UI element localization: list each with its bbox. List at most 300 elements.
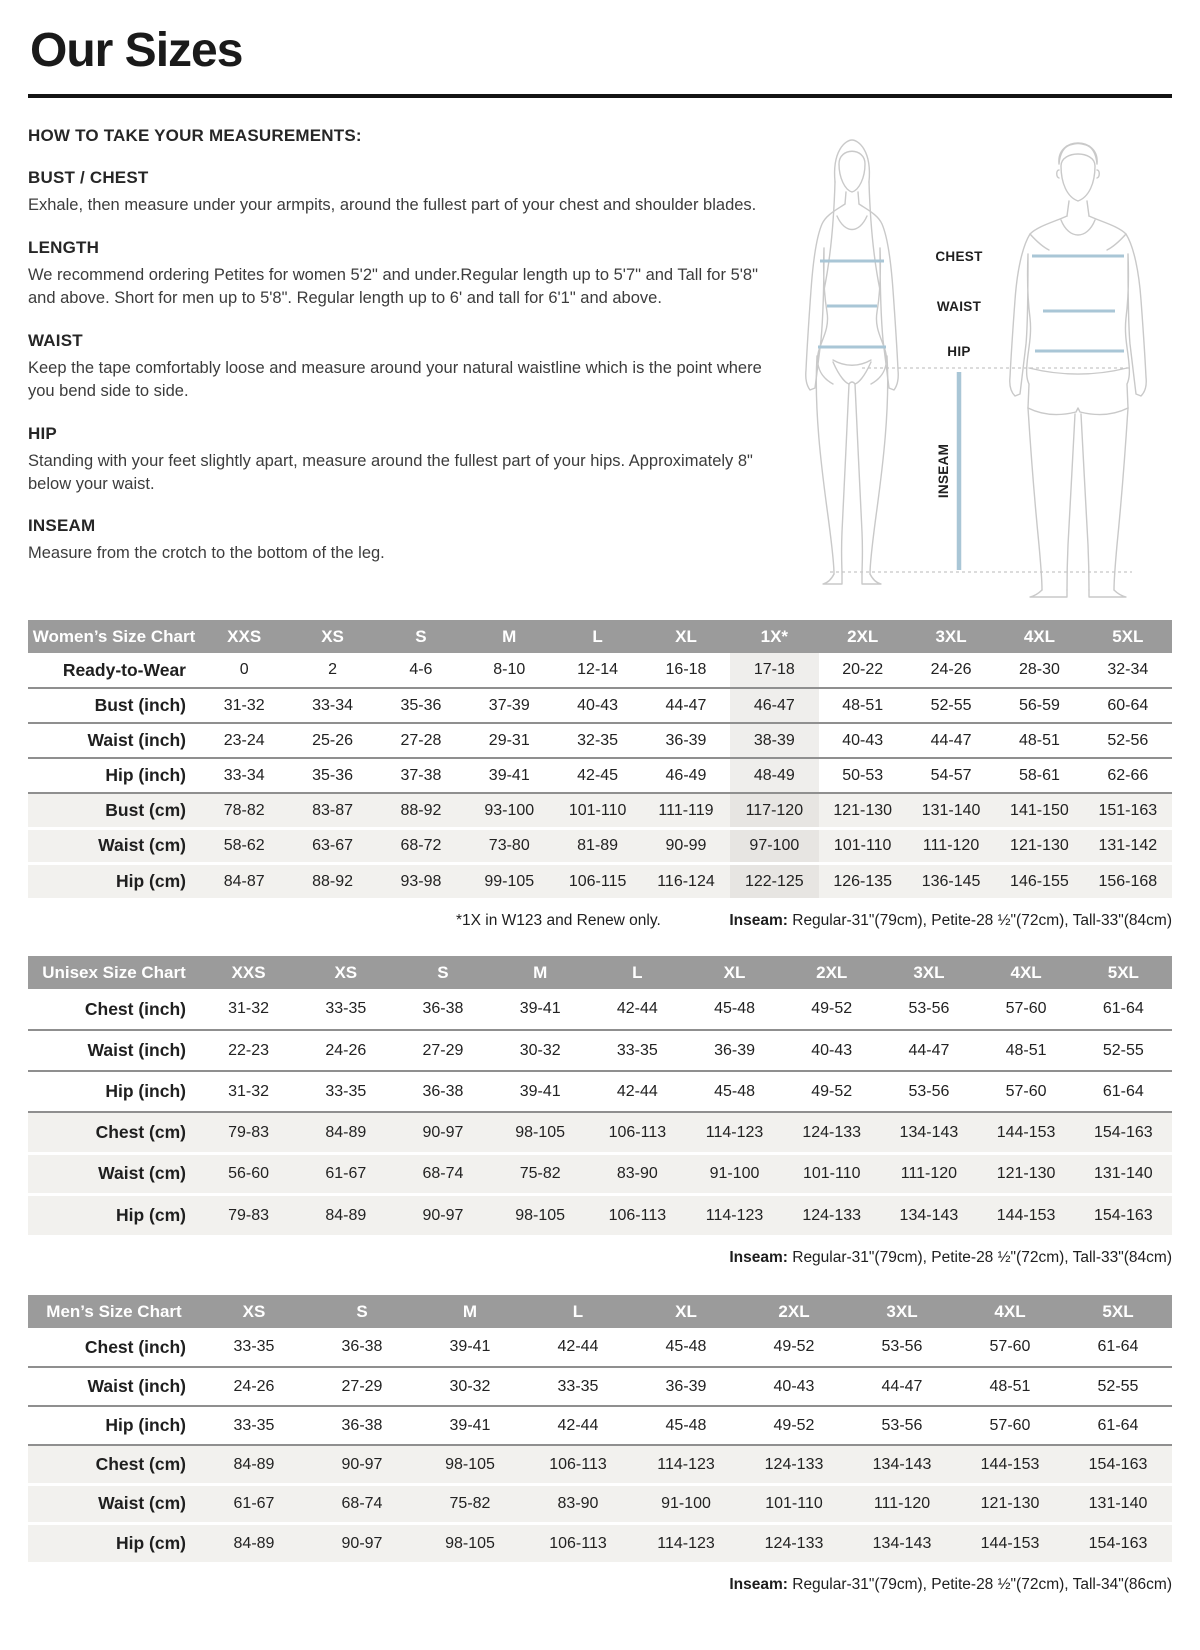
size-cell: 57-60 [989, 1416, 1031, 1434]
size-cell: 48-51 [842, 696, 884, 714]
size-cell: 134-143 [899, 1206, 959, 1224]
size-cell: 24-26 [930, 661, 972, 679]
table-row [28, 989, 1172, 1030]
size-cell: 91-100 [661, 1494, 711, 1512]
table-row [28, 1112, 1172, 1153]
table-title: Unisex Size Chart [28, 956, 200, 989]
column-header-4xl: 4XL [995, 620, 1083, 653]
size-cell: 134-143 [872, 1455, 932, 1473]
size-cell: 154-163 [1093, 1123, 1153, 1141]
size-cell: 22-23 [228, 1041, 270, 1059]
size-cell: 40-43 [773, 1377, 815, 1395]
size-cell: 40-43 [577, 696, 619, 714]
size-cell: 106-113 [549, 1455, 607, 1473]
size-cell: 50-53 [842, 766, 884, 784]
size-cell: 99-105 [484, 872, 535, 890]
column-header-5xl: 5XL [1064, 1295, 1172, 1328]
size-cell: 124-133 [802, 1206, 862, 1224]
size-cell: 53-56 [881, 1338, 923, 1356]
size-cell: 121-130 [980, 1494, 1040, 1512]
size-cell: 49-52 [811, 1082, 853, 1100]
size-cell: 48-51 [1005, 1041, 1047, 1059]
row-label: Chest (inch) [84, 1336, 186, 1357]
table-row [28, 793, 1172, 828]
size-cell: 98-105 [515, 1206, 566, 1224]
table-row [28, 653, 1172, 688]
size-cell: 33-34 [312, 696, 353, 714]
size-cell: 49-52 [811, 1000, 853, 1018]
size-cell: 56-60 [228, 1164, 270, 1182]
measurement-figures-illustration [776, 120, 1156, 602]
size-cell: 30-32 [519, 1041, 561, 1059]
size-cell: 91-100 [709, 1164, 760, 1182]
size-cell: 45-48 [665, 1416, 707, 1434]
row-label: Hip (inch) [105, 765, 186, 786]
womens-footnote-1x: *1X in W123 and Renew only. [456, 912, 661, 930]
female-figure-outline [806, 140, 899, 584]
size-cell: 61-64 [1097, 1338, 1139, 1356]
column-header-4xl: 4XL [956, 1295, 1064, 1328]
size-cell: 97-100 [730, 828, 818, 863]
size-cell: 122-125 [730, 863, 818, 898]
size-cell: 154-163 [1088, 1455, 1148, 1473]
header-row [28, 1295, 1172, 1328]
header-row [28, 620, 1172, 653]
row-label: Chest (inch) [84, 998, 186, 1019]
size-cell: 106-113 [549, 1534, 607, 1552]
size-cell: 44-47 [930, 731, 972, 749]
body-measurement-diagram [776, 120, 1164, 602]
section-body: We recommend ordering Petites for women 5'2" and under.Regular length up to 5'7" and Tall for 5'8" and above. Short for men up to 5'8". Regular length up to 6' and tall for 6'1" and above. [28, 265, 758, 308]
size-cell: 56-59 [1018, 696, 1060, 714]
column-header-xxs: XXS [200, 956, 297, 989]
size-cell: 61-67 [325, 1164, 367, 1182]
row-label: Hip (cm) [116, 871, 186, 892]
size-cell: 144-153 [996, 1206, 1056, 1224]
column-header-5xl: 5XL [1075, 956, 1172, 989]
size-cell: 83-90 [557, 1494, 599, 1512]
size-cell: 131-140 [921, 801, 981, 819]
column-header-m: M [465, 620, 553, 653]
size-cell: 42-45 [577, 766, 619, 784]
size-cell: 12-14 [577, 661, 619, 679]
size-cell: 90-99 [665, 836, 707, 854]
column-header-3xl: 3XL [880, 956, 977, 989]
size-cell: 33-35 [233, 1416, 275, 1434]
section-heading: BUST / CHEST [28, 168, 149, 188]
size-cell: 124-133 [764, 1534, 824, 1552]
size-cell: 136-145 [921, 872, 981, 890]
size-cell: 101-110 [765, 1494, 823, 1512]
size-cell: 75-82 [519, 1164, 561, 1182]
section-body: Measure from the crotch to the bottom of the leg. [28, 544, 385, 563]
column-header-5xl: 5XL [1084, 620, 1172, 653]
measurement-instructions [28, 120, 776, 602]
size-cell: 27-29 [341, 1377, 383, 1395]
size-cell: 121-130 [833, 801, 893, 819]
mens-size-table [28, 1295, 1172, 1562]
size-cell: 42-44 [616, 1082, 658, 1100]
size-cell: 36-38 [422, 1000, 464, 1018]
size-cell: 111-119 [658, 801, 714, 819]
column-header-3xl: 3XL [848, 1295, 956, 1328]
instruction-section-waist [28, 331, 766, 404]
size-cell: 0 [239, 661, 249, 679]
column-header-3xl: 3XL [907, 620, 995, 653]
size-cell: 83-90 [616, 1164, 658, 1182]
size-cell: 31-32 [223, 696, 265, 714]
size-cell: 36-39 [665, 1377, 707, 1395]
column-header-2xl: 2XL [740, 1295, 848, 1328]
size-cell: 8-10 [493, 661, 526, 679]
size-cell: 36-38 [422, 1082, 464, 1100]
size-cell: 32-35 [577, 731, 619, 749]
table-row [28, 1445, 1172, 1484]
size-cell: 39-41 [519, 1082, 561, 1100]
size-cell: 111-120 [873, 1494, 931, 1512]
column-header-s: S [308, 1295, 416, 1328]
table-row [28, 1406, 1172, 1445]
table-row [28, 1367, 1172, 1406]
column-header-l: L [589, 956, 686, 989]
size-cell: 144-153 [980, 1534, 1040, 1552]
row-label: Waist (cm) [98, 1163, 186, 1184]
size-cell: 62-66 [1107, 766, 1149, 784]
size-cell: 131-140 [1093, 1164, 1153, 1182]
section-heading: WAIST [28, 330, 83, 350]
row-label: Bust (cm) [105, 800, 186, 821]
size-cell: 111-120 [922, 836, 980, 854]
instruction-section-length [28, 238, 766, 311]
size-cell: 57-60 [1005, 1082, 1047, 1100]
size-cell: 45-48 [714, 1082, 755, 1100]
size-cell: 4-6 [409, 661, 433, 679]
column-header-xxs: XXS [200, 620, 288, 653]
size-cell: 84-89 [233, 1455, 275, 1473]
size-cell: 88-92 [400, 801, 442, 819]
size-cell: 20-22 [842, 661, 884, 679]
size-cell: 79-83 [228, 1123, 270, 1141]
unisex-table-notes [28, 1249, 1172, 1269]
size-cell: 44-47 [908, 1041, 950, 1059]
size-cell: 106-113 [608, 1123, 667, 1141]
waist-label: WAIST [936, 299, 982, 315]
size-cell: 121-130 [996, 1164, 1056, 1182]
size-cell: 36-39 [665, 731, 707, 749]
header-row [28, 956, 1172, 989]
size-cell: 98-105 [445, 1455, 495, 1473]
row-label: Chest (cm) [95, 1122, 186, 1143]
size-cell: 36-38 [341, 1416, 383, 1434]
size-cell: 48-51 [1018, 731, 1060, 749]
size-cell: 40-43 [811, 1041, 853, 1059]
size-cell: 61-64 [1102, 1082, 1144, 1100]
male-figure-outline [1010, 143, 1147, 597]
size-cell: 42-44 [557, 1416, 599, 1434]
size-cell: 101-110 [833, 836, 892, 854]
size-cell: 49-52 [773, 1338, 815, 1356]
size-cell: 25-26 [312, 731, 353, 749]
column-header-xs: XS [288, 620, 376, 653]
column-header-2xl: 2XL [783, 956, 880, 989]
chest-label: CHEST [935, 249, 983, 265]
mens-inseam-note [729, 1576, 1172, 1596]
size-cell: 27-29 [422, 1041, 464, 1059]
row-label: Chest (cm) [95, 1454, 186, 1475]
size-cell: 68-74 [341, 1494, 383, 1512]
size-cell: 37-39 [488, 696, 530, 714]
section-body: Keep the tape comfortably loose and measure around your natural waistline which is the point where you bend side to side. [28, 358, 762, 401]
title-divider [28, 94, 1172, 98]
size-cell: 78-82 [223, 801, 265, 819]
size-cell: 46-47 [730, 688, 818, 723]
size-cell: 81-89 [577, 836, 619, 854]
size-cell: 156-168 [1098, 872, 1158, 890]
size-cell: 144-153 [980, 1455, 1040, 1473]
size-cell: 58-61 [1018, 766, 1060, 784]
table-title: Women’s Size Chart [28, 620, 200, 653]
size-cell: 57-60 [1005, 1000, 1047, 1018]
size-cell: 57-60 [989, 1338, 1031, 1356]
mens-table-notes [28, 1576, 1172, 1596]
size-cell: 40-43 [842, 731, 884, 749]
size-cell: 45-48 [714, 1000, 755, 1018]
size-cell: 124-133 [764, 1455, 824, 1473]
size-cell: 33-35 [233, 1338, 275, 1356]
table-title: Men’s Size Chart [28, 1295, 200, 1328]
size-cell: 48-51 [989, 1377, 1031, 1395]
size-cell: 126-135 [833, 872, 893, 890]
size-cell: 35-36 [400, 696, 442, 714]
column-header-xl: XL [632, 1295, 740, 1328]
size-cell: 24-26 [325, 1041, 367, 1059]
size-cell: 75-82 [449, 1494, 491, 1512]
womens-size-table [28, 620, 1172, 898]
column-header-xl: XL [686, 956, 783, 989]
size-cell: 93-98 [400, 872, 442, 890]
size-cell: 90-97 [422, 1206, 464, 1224]
table-row [28, 828, 1172, 863]
size-cell: 117-120 [730, 793, 818, 828]
size-cell: 33-35 [325, 1000, 367, 1018]
size-cell: 28-30 [1018, 661, 1060, 679]
section-body: Standing with your feet slightly apart, measure around the fullest part of your hips. Approximately 8" below your waist. [28, 451, 753, 493]
size-cell: 111-120 [900, 1164, 958, 1182]
size-cell: 2 [328, 661, 337, 679]
row-label: Waist (cm) [98, 1493, 186, 1514]
size-cell: 98-105 [515, 1123, 566, 1141]
inseam-label: INSEAM [936, 444, 951, 499]
row-label: Hip (cm) [116, 1205, 186, 1226]
size-cell: 98-105 [445, 1534, 495, 1552]
size-cell: 146-155 [1010, 872, 1069, 890]
size-cell: 42-44 [557, 1338, 599, 1356]
size-cell: 79-83 [228, 1206, 270, 1224]
size-cell: 84-89 [233, 1534, 275, 1552]
size-cell: 30-32 [449, 1377, 491, 1395]
size-cell: 131-142 [1098, 836, 1158, 854]
size-cell: 44-47 [665, 696, 707, 714]
size-cell: 52-55 [1102, 1041, 1144, 1059]
size-cell: 124-133 [802, 1123, 862, 1141]
size-cell: 88-92 [312, 872, 353, 890]
section-heading: INSEAM [28, 516, 96, 536]
size-cell: 31-32 [228, 1082, 270, 1100]
size-cell: 154-163 [1093, 1206, 1153, 1224]
column-header-s: S [394, 956, 491, 989]
size-cell: 90-97 [341, 1455, 383, 1473]
inseam-note-label: Inseam: [729, 1576, 788, 1594]
column-header-1x: 1X* [730, 620, 818, 653]
unisex-size-table [28, 956, 1172, 1235]
size-cell: 52-55 [930, 696, 972, 714]
unisex-inseam-note [729, 1249, 1172, 1269]
size-cell: 53-56 [908, 1082, 950, 1100]
size-cell: 27-28 [400, 731, 442, 749]
row-label: Hip (inch) [105, 1081, 186, 1102]
column-header-xl: XL [642, 620, 730, 653]
table-row [28, 758, 1172, 793]
row-label: Bust (inch) [94, 695, 186, 716]
inseam-note-label: Inseam: [729, 912, 788, 930]
row-label: Waist (inch) [87, 730, 186, 751]
size-cell: 60-64 [1107, 696, 1149, 714]
size-cell: 33-35 [325, 1082, 367, 1100]
table-row [28, 1194, 1172, 1235]
row-label: Waist (inch) [87, 1376, 186, 1397]
size-cell: 29-31 [488, 731, 530, 749]
size-cell: 17-18 [730, 653, 818, 688]
section-heading: LENGTH [28, 237, 100, 257]
size-cell: 61-64 [1102, 1000, 1144, 1018]
size-cell: 36-39 [714, 1041, 755, 1059]
table-row [28, 1153, 1172, 1194]
size-cell: 84-89 [325, 1123, 367, 1141]
table-row [28, 723, 1172, 758]
column-header-l: L [524, 1295, 632, 1328]
table-row [28, 688, 1172, 723]
section-heading: HIP [28, 423, 57, 443]
size-cell: 154-163 [1088, 1534, 1148, 1552]
size-cell: 116-124 [657, 872, 715, 890]
how-to-heading: HOW TO TAKE YOUR MEASUREMENTS: [28, 126, 362, 146]
size-cell: 68-72 [400, 836, 442, 854]
table-row [28, 863, 1172, 898]
page-title: Our Sizes [30, 24, 243, 77]
size-cell: 23-24 [223, 731, 265, 749]
size-cell: 134-143 [899, 1123, 959, 1141]
table-row [28, 1328, 1172, 1367]
size-cell: 39-41 [488, 766, 530, 784]
size-cell: 39-41 [519, 1000, 561, 1018]
size-cell: 24-26 [233, 1377, 275, 1395]
size-cell: 114-123 [657, 1534, 715, 1552]
inseam-note-text: Regular-31"(79cm), Petite-28 ½"(72cm), Tall-33"(84cm) [787, 912, 1172, 930]
column-header-m: M [416, 1295, 524, 1328]
size-cell: 131-140 [1088, 1494, 1148, 1512]
size-cell: 106-115 [568, 872, 627, 890]
size-cell: 42-44 [616, 1000, 658, 1018]
size-cell: 39-41 [449, 1416, 491, 1434]
size-cell: 39-41 [449, 1338, 491, 1356]
size-cell: 58-62 [223, 836, 265, 854]
size-cell: 101-110 [568, 801, 627, 819]
size-cell: 36-38 [341, 1338, 383, 1356]
intro-section [28, 120, 1172, 602]
column-header-l: L [553, 620, 641, 653]
size-cell: 53-56 [881, 1416, 923, 1434]
column-header-xs: XS [297, 956, 394, 989]
size-cell: 38-39 [730, 723, 818, 758]
size-cell: 141-150 [1010, 801, 1069, 819]
instruction-section-inseam [28, 516, 766, 565]
size-cell: 134-143 [872, 1534, 932, 1552]
size-cell: 48-49 [730, 758, 818, 793]
instruction-section-hip [28, 424, 766, 497]
womens-inseam-note [729, 912, 1172, 932]
size-cell: 33-35 [557, 1377, 599, 1395]
size-cell: 90-97 [341, 1534, 383, 1552]
row-label: Hip (cm) [116, 1533, 186, 1554]
size-cell: 121-130 [1010, 836, 1069, 854]
size-cell: 63-67 [312, 836, 353, 854]
size-cell: 49-52 [773, 1416, 815, 1434]
section-body: Exhale, then measure under your armpits, around the fullest part of your chest and shoulder blades. [28, 196, 757, 215]
inseam-note-text: Regular-31"(79cm), Petite-28 ½"(72cm), Tall-34"(86cm) [787, 1576, 1172, 1594]
column-header-s: S [377, 620, 465, 653]
size-cell: 93-100 [484, 801, 535, 819]
size-cell: 45-48 [665, 1338, 707, 1356]
column-header-xs: XS [200, 1295, 308, 1328]
size-cell: 83-87 [312, 801, 353, 819]
size-cell: 54-57 [930, 766, 972, 784]
table-row [28, 1484, 1172, 1523]
table-row [28, 1523, 1172, 1562]
size-cell: 61-67 [233, 1494, 275, 1512]
inseam-note-label: Inseam: [729, 1249, 788, 1267]
size-cell: 68-74 [422, 1164, 464, 1182]
hip-label: HIP [947, 344, 971, 360]
size-cell: 84-87 [223, 872, 265, 890]
size-cell: 44-47 [881, 1377, 923, 1395]
column-header-2xl: 2XL [819, 620, 907, 653]
size-cell: 84-89 [325, 1206, 367, 1224]
table-row [28, 1030, 1172, 1071]
size-cell: 52-56 [1107, 731, 1149, 749]
size-cell: 46-49 [665, 766, 707, 784]
size-cell: 101-110 [802, 1164, 861, 1182]
size-cell: 32-34 [1107, 661, 1149, 679]
size-cell: 151-163 [1098, 801, 1158, 819]
size-cell: 114-123 [705, 1206, 764, 1224]
table-row [28, 1071, 1172, 1112]
inseam-note-text: Regular-31"(79cm), Petite-28 ½"(72cm), Tall-33"(84cm) [787, 1249, 1172, 1267]
size-cell: 31-32 [228, 1000, 270, 1018]
size-cell: 53-56 [908, 1000, 950, 1018]
size-cell: 16-18 [665, 661, 707, 679]
column-header-4xl: 4XL [978, 956, 1075, 989]
size-cell: 106-113 [608, 1206, 667, 1224]
size-cell: 144-153 [996, 1123, 1056, 1141]
column-header-m: M [492, 956, 589, 989]
row-label: Hip (inch) [105, 1415, 186, 1436]
size-cell: 61-64 [1097, 1416, 1139, 1434]
row-label: Waist (cm) [98, 835, 186, 856]
size-cell: 33-34 [223, 766, 265, 784]
instruction-section-bust-chest [28, 168, 766, 217]
size-cell: 114-123 [705, 1123, 764, 1141]
size-cell: 90-97 [422, 1123, 464, 1141]
